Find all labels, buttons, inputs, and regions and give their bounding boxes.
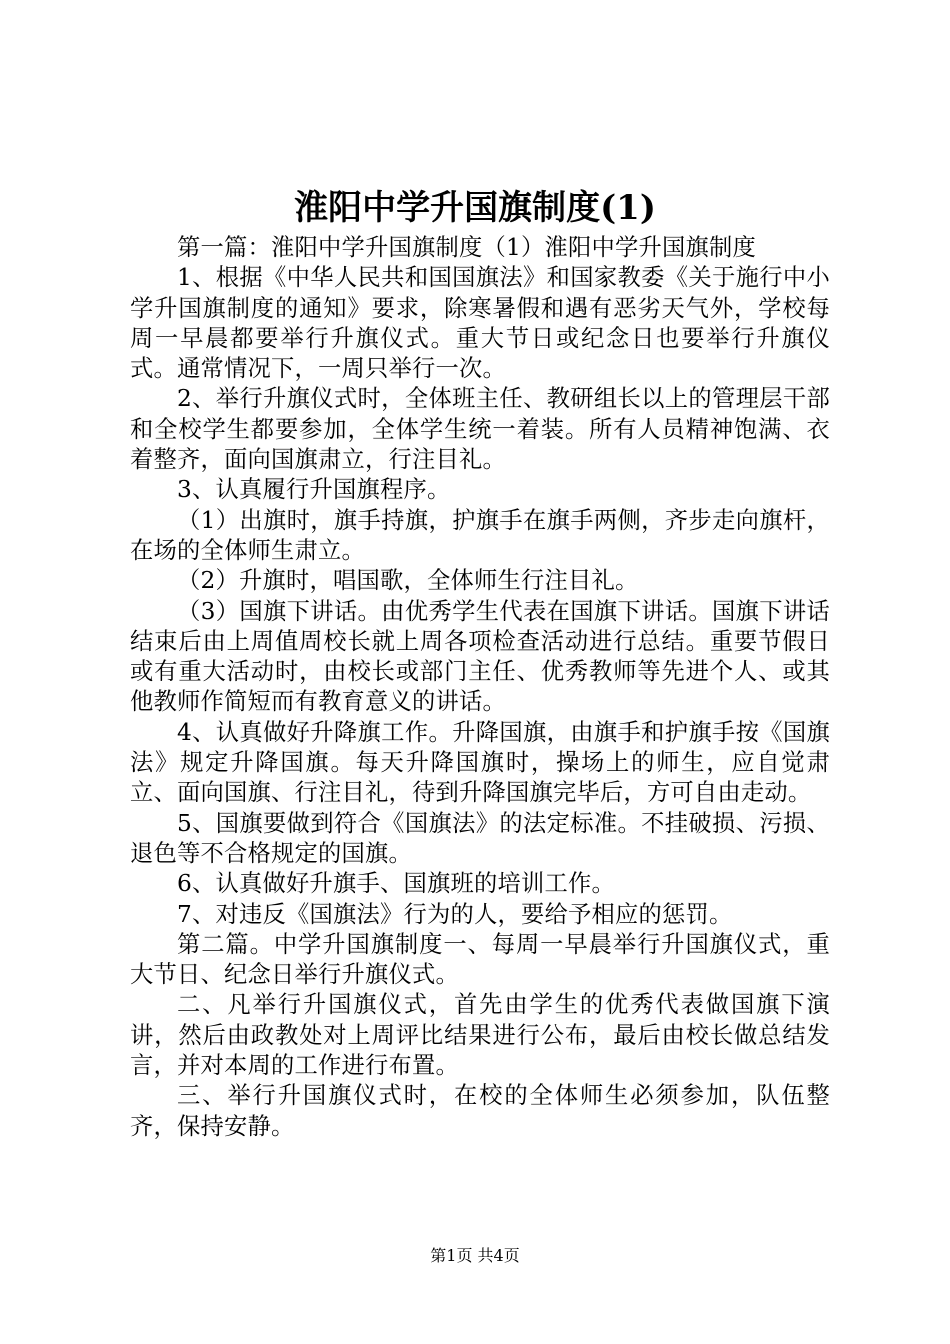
paragraph-second-chapter-heading: 第二篇。中学升国旗制度一、每周一早晨举行升国旗仪式，重大节日、纪念日举行升旗仪式。 xyxy=(130,930,830,989)
paragraph-rule-3-step-3: （3）国旗下讲话。由优秀学生代表在国旗下讲话。国旗下讲话结束后由上周值周校长就上周各项检查活动进行总结。重要节假日或有重大活动时，由校长或部门主任、优秀教师等先进个人、或其他教师作简短而有教育意义的讲话。 xyxy=(130,597,830,716)
paragraph-rule-2: 2、举行升旗仪式时，全体班主任、教研组长以上的管理层干部和全校学生都要参加，全体学生统一着装。所有人员精神饱满、衣着整齐，面向国旗肃立，行注目礼。 xyxy=(130,385,830,474)
paragraph-rule-7: 7、对违反《国旗法》行为的人，要给予相应的惩罚。 xyxy=(177,900,733,928)
paragraph-first-chapter-heading: 第一篇：淮阳中学升国旗制度（1）淮阳中学升国旗制度 xyxy=(177,234,756,261)
paragraph-second-chapter-rule-3: 三、举行升国旗仪式时，在校的全体师生必须参加，队伍整齐，保持安静。 xyxy=(130,1082,830,1140)
paragraph-rule-3: 3、认真履行升国旗程序。 xyxy=(177,476,451,504)
paragraph-rule-4: 4、认真做好升降旗工作。升降国旗，由旗手和护旗手按《国旗法》规定升降国旗。每天升降国旗时，操场上的师生，应自觉肃立、面向国旗、行注目礼，待到升降国旗完毕后，方可自由走动。 xyxy=(130,718,830,807)
paragraph-rule-6: 6、认真做好升旗手、国旗班的培训工作。 xyxy=(177,870,615,898)
document-title: 淮阳中学升国旗制度(1) xyxy=(294,188,656,228)
paragraph-rule-3-step-2: （2）升旗时，唱国歌，全体师生行注目礼。 xyxy=(177,567,639,595)
document-body xyxy=(130,233,830,1142)
paragraph-rule-3-step-1: （1）出旗时，旗手持旗，护旗手在旗手两侧，齐步走向旗杆，在场的全体师生肃立。 xyxy=(130,506,830,564)
paragraph-rule-5: 5、国旗要做到符合《国旗法》的法定标准。不挂破损、污损、退色等不合格规定的国旗。 xyxy=(130,809,830,867)
paragraph-second-chapter-rule-2: 二、凡举行升国旗仪式，首先由学生的优秀代表做国旗下演讲，然后由政教处对上周评比结果进行公布，最后由校长做总结发言，并对本周的工作进行布置。 xyxy=(130,991,830,1080)
paragraph-rule-1: 1、根据《中华人民共和国国旗法》和国家教委《关于施行中小学升国旗制度的通知》要求，除寒暑假和遇有恶劣天气外，学校每周一早晨都要举行升旗仪式。重大节日或纪念日也要举行升旗仪式。通常情况下，一周只举行一次。 xyxy=(130,264,830,383)
page-number-footer: 第1页 共4页 xyxy=(430,1246,520,1265)
